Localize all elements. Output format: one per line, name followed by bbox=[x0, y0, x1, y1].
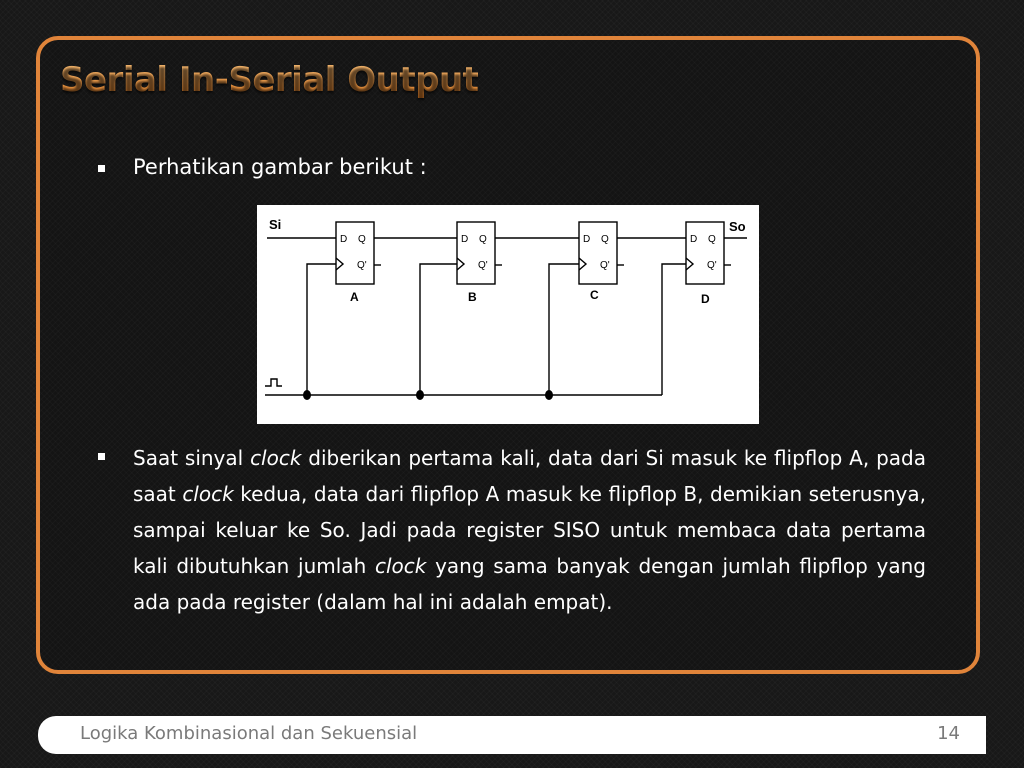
siso-register-diagram bbox=[257, 205, 759, 424]
bullet-text-1: Perhatikan gambar berikut : bbox=[133, 155, 427, 179]
ff-b-pin-q: Q bbox=[479, 234, 487, 245]
so-label: So bbox=[729, 219, 746, 234]
ff-c-pin-qbar: Q' bbox=[600, 260, 610, 271]
bullet-item-2 bbox=[98, 440, 928, 620]
para-emphasis-clock-2: clock bbox=[182, 482, 234, 506]
ff-d-pin-qbar: Q' bbox=[707, 260, 717, 271]
para-text-2: diberikan pertama kali, data dari Si masuk ke flipflop A, pada saat bbox=[133, 446, 926, 506]
page-number: 14 bbox=[937, 723, 960, 744]
footer-bar bbox=[38, 716, 986, 754]
ff-d-pin-q: Q bbox=[708, 234, 716, 245]
para-text-4: yang sama banyak dengan jumlah flipflop yang ada pada register (dalam hal ini adalah empat). bbox=[133, 554, 927, 614]
para-text-1: Saat sinyal bbox=[133, 446, 251, 470]
ff-b-pin-qbar: Q' bbox=[478, 260, 488, 271]
para-text-3: kedua, data dari flipflop A masuk ke flipflop B, demikian seterusnya, sampai keluar ke So. Jadi pada register SISO untuk membaca data pertama kali dibutuhkan jumlah bbox=[133, 482, 926, 578]
ff-a-pin-d: D bbox=[340, 234, 348, 245]
ff-d-pin-d: D bbox=[690, 234, 698, 245]
ff-c-label: C bbox=[590, 288, 599, 302]
ff-a-pin-q: Q bbox=[358, 234, 366, 245]
ff-a-label: A bbox=[350, 290, 359, 304]
square-bullet-icon bbox=[98, 165, 105, 172]
slide-title: Serial In-Serial Output bbox=[60, 60, 479, 100]
ff-b-label: B bbox=[468, 290, 477, 304]
ff-d-label: D bbox=[701, 292, 710, 306]
ff-c-pin-d: D bbox=[583, 234, 591, 245]
footer-title: Logika Kombinasional dan Sekuensial bbox=[80, 723, 418, 744]
para-emphasis-clock-3: clock bbox=[374, 554, 427, 578]
bullet-text-2 bbox=[133, 440, 926, 620]
square-bullet-icon bbox=[98, 453, 105, 460]
ff-a-pin-qbar: Q' bbox=[357, 260, 367, 271]
para-emphasis-clock-1: clock bbox=[250, 446, 302, 470]
bullet-item-1 bbox=[98, 155, 427, 179]
ff-c-pin-q: Q bbox=[601, 234, 609, 245]
ff-b-pin-d: D bbox=[461, 234, 469, 245]
si-label: Si bbox=[269, 217, 282, 232]
